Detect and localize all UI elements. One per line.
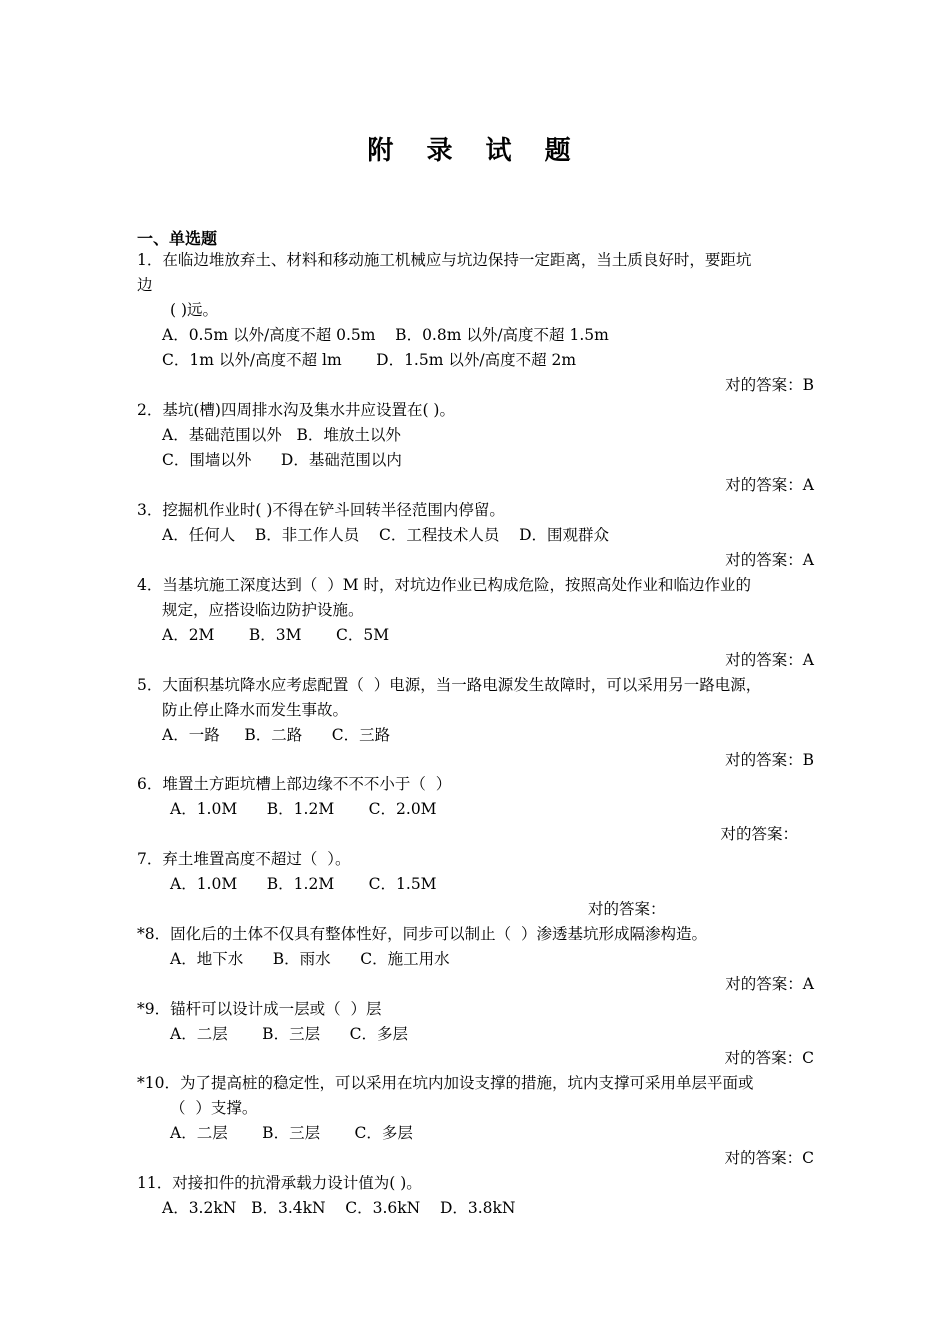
- answer-line: 对的答案：A: [725, 551, 814, 569]
- options-line: C．1m 以外/高度不超 lm D．1.5m 以外/高度不超 2m: [162, 351, 577, 369]
- answer-line: 对的答案：A: [725, 476, 814, 494]
- question-text: 6．堆置土方距坑槽上部边缘不不不小于（ ）: [137, 775, 452, 793]
- options-line: A．二层 B．三层 C．多层: [170, 1025, 408, 1043]
- options-line: A．3.2kN B．3.4kN C．3.6kN D．3.8kN: [162, 1199, 516, 1217]
- options-line: A．2M B．3M C．5M: [162, 626, 390, 644]
- answer-line: 对的答案：C: [724, 1049, 814, 1067]
- question-text: 规定，应搭设临边防护设施。: [162, 601, 364, 619]
- answer-line: 对的答案：C: [724, 1149, 814, 1167]
- answer-line: 对的答案：A: [725, 651, 814, 669]
- question-text: 11．对接扣件的抗滑承载力设计值为( )。: [137, 1174, 422, 1192]
- options-line: A．二层 B．三层 C．多层: [170, 1124, 413, 1142]
- question-text: 4．当基坑施工深度达到（ ）M 时，对坑边作业已构成危险，按照高处作业和临边作业的: [137, 576, 752, 594]
- answer-line: 对的答案：B: [725, 376, 814, 394]
- page-title: 附 录 试 题: [367, 136, 583, 166]
- options-line: A．地下水 B．雨水 C．施工用水: [170, 950, 450, 968]
- question-text: 边: [137, 276, 153, 294]
- question-text: 2．基坑(槽)四周排水沟及集水井应设置在( )。: [137, 401, 455, 419]
- question-text: 1．在临边堆放弃土、材料和移动施工机械应与坑边保持一定距离，当土质良好时，要距坑: [137, 251, 752, 269]
- answer-line: 对的答案：: [588, 900, 666, 918]
- question-text: （ ）支撑。: [170, 1099, 258, 1117]
- section-heading: 一、单选题: [137, 229, 218, 248]
- options-line: A．基础范围以外 B．堆放土以外: [162, 426, 401, 444]
- options-line: A．1.0M B．1.2M C．1.5M: [170, 875, 437, 893]
- question-text: 防止停止降水而发生事故。: [162, 701, 349, 719]
- options-line: A．任何人 B．非工作人员 C．工程技术人员 D．围观群众: [162, 526, 609, 544]
- question-text: ( )远。: [170, 301, 219, 319]
- options-line: A．一路 B．二路 C．三路: [162, 726, 391, 744]
- question-text: *8．固化后的土体不仅具有整体性好，同步可以制止（ ）渗透基坑形成隔渗构造。: [137, 925, 707, 943]
- question-text: 7．弃土堆置高度不超过（ ）。: [137, 850, 351, 868]
- answer-line: 对的答案：: [720, 825, 798, 843]
- answer-line: 对的答案：A: [725, 975, 814, 993]
- options-line: C．围墙以外 D．基础范围以内: [162, 451, 402, 469]
- options-line: A．1.0M B．1.2M C．2.0M: [170, 800, 437, 818]
- question-text: 5．大面积基坑降水应考虑配置（ ）电源，当一路电源发生故障时，可以采用另一路电源，: [137, 676, 762, 694]
- options-line: A．0.5m 以外/高度不超 0.5m B．0.8m 以外/高度不超 1.5m: [162, 326, 609, 344]
- question-text: 3．挖掘机作业时( )不得在铲斗回转半径范围内停留。: [137, 501, 505, 519]
- question-text: *10．为了提高桩的稳定性，可以采用在坑内加设支撑的措施，坑内支撑可采用单层平面或: [137, 1074, 754, 1092]
- answer-line: 对的答案：B: [725, 751, 814, 769]
- question-text: *9．锚杆可以设计成一层或（ ）层: [137, 1000, 382, 1018]
